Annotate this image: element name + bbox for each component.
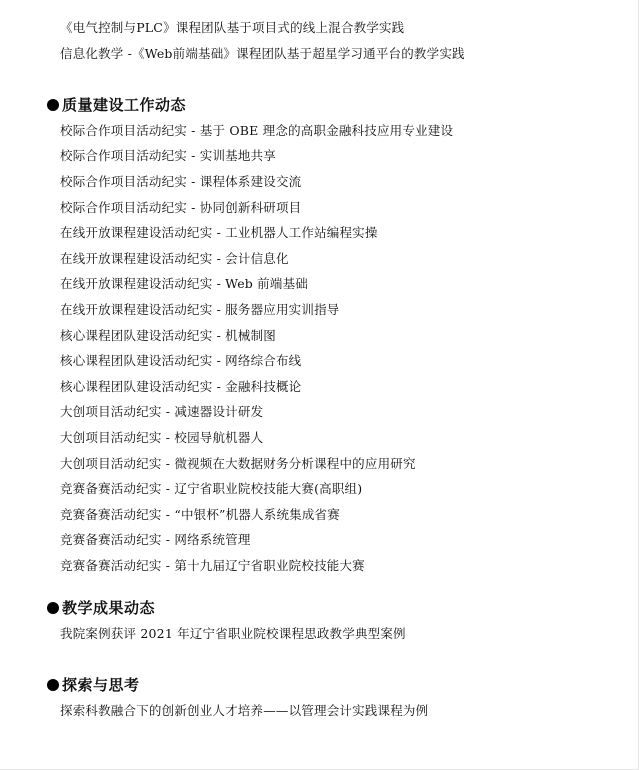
toc-entry[interactable]: 校际合作项目活动纪实 - 实训基地共享 xyxy=(60,148,276,163)
section-heading xyxy=(47,599,155,617)
section-title: 教学成果动态 xyxy=(62,599,156,617)
bullet-icon xyxy=(47,99,59,111)
toc-entry[interactable]: 《电气控制与PLC》课程团队基于项目式的线上混合教学实践 xyxy=(60,20,405,35)
toc-entry[interactable]: 在线开放课程建设活动纪实 - 会计信息化 xyxy=(60,251,289,266)
toc-entry[interactable]: 竞赛备赛活动纪实 - 网络系统管理 xyxy=(60,532,251,547)
toc-entry[interactable]: 竞赛备赛活动纪实 - “中银杯”机器人系统集成省赛 xyxy=(60,507,340,522)
toc-entry[interactable]: 校际合作项目活动纪实 - 协同创新科研项目 xyxy=(60,200,302,215)
toc-entry[interactable]: 信息化教学 -《Web前端基础》课程团队基于超星学习通平台的教学实践 xyxy=(60,46,465,61)
toc-entry[interactable]: 核心课程团队建设活动纪实 - 金融科技概论 xyxy=(60,379,302,394)
section-title: 质量建设工作动态 xyxy=(62,96,187,114)
toc-entry[interactable]: 探索科教融合下的创新创业人才培养——以管理会计实践课程为例 xyxy=(60,703,429,718)
section-title: 探索与思考 xyxy=(62,676,140,694)
section-heading xyxy=(47,676,140,694)
bullet-icon xyxy=(47,602,59,614)
toc-entry[interactable]: 在线开放课程建设活动纪实 - 服务器应用实训指导 xyxy=(60,302,340,317)
toc-entry[interactable]: 核心课程团队建设活动纪实 - 网络综合布线 xyxy=(60,353,302,368)
toc-entry[interactable]: 在线开放课程建设活动纪实 - Web 前端基础 xyxy=(60,276,308,291)
toc-entry[interactable]: 大创项目活动纪实 - 校园导航机器人 xyxy=(60,430,264,445)
toc-entry[interactable]: 大创项目活动纪实 - 减速器设计研发 xyxy=(60,404,264,419)
toc-entry[interactable]: 校际合作项目活动纪实 - 基于 OBE 理念的高职金融科技应用专业建设 xyxy=(60,123,454,138)
bullet-icon xyxy=(47,679,59,691)
toc-entry[interactable]: 我院案例获评 2021 年辽宁省职业院校课程思政教学典型案例 xyxy=(60,626,406,641)
toc-entry[interactable]: 校际合作项目活动纪实 - 课程体系建设交流 xyxy=(60,174,302,189)
toc-entry[interactable]: 核心课程团队建设活动纪实 - 机械制图 xyxy=(60,328,276,343)
section-heading xyxy=(47,96,186,114)
toc-entry[interactable]: 在线开放课程建设活动纪实 - 工业机器人工作站编程实操 xyxy=(60,225,378,240)
toc-entry[interactable]: 大创项目活动纪实 - 微视频在大数据财务分析课程中的应用研究 xyxy=(60,456,416,471)
toc-entry[interactable]: 竞赛备赛活动纪实 - 第十九届辽宁省职业院校技能大赛 xyxy=(60,558,365,573)
toc-entry[interactable]: 竞赛备赛活动纪实 - 辽宁省职业院校技能大赛(高职组) xyxy=(60,481,363,496)
